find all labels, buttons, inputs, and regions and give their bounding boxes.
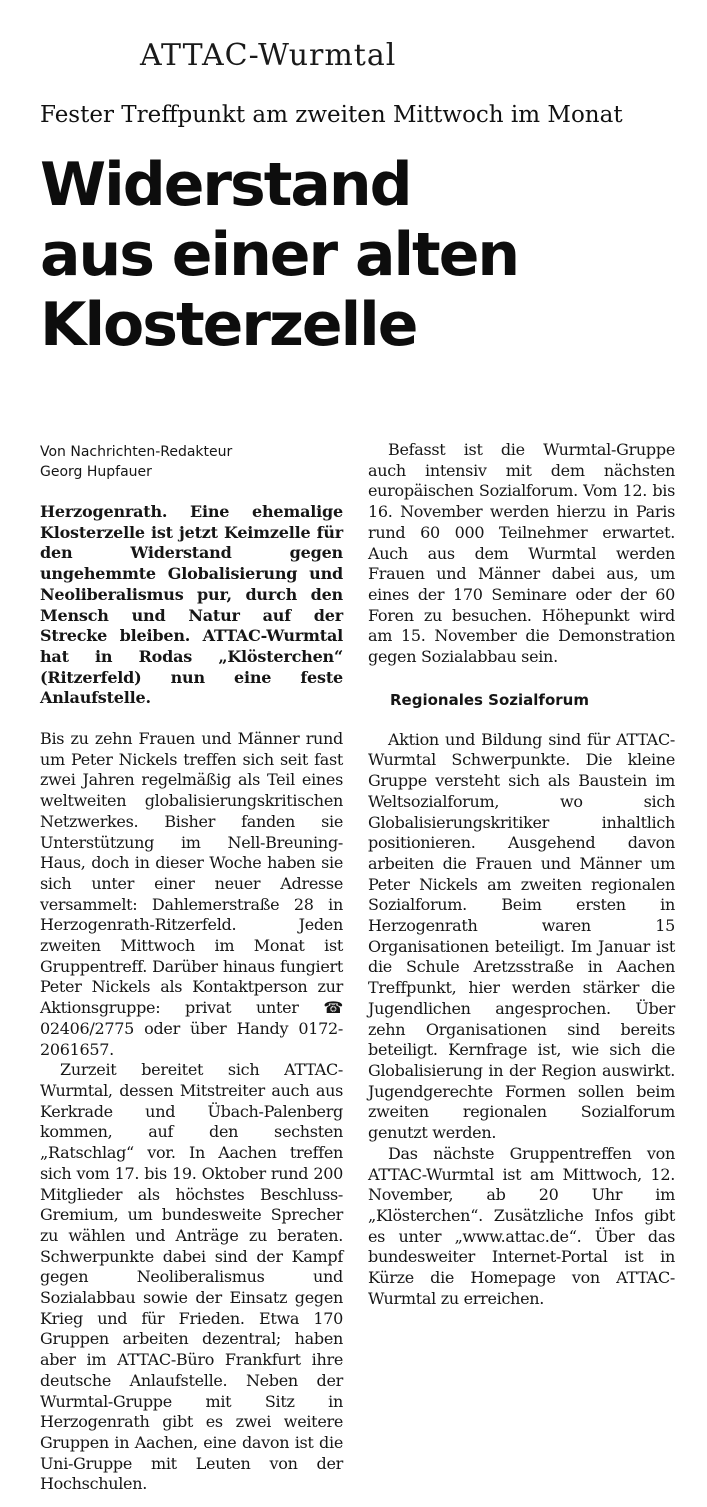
headline-line-3: Klosterzelle — [40, 290, 417, 360]
headline — [40, 150, 680, 360]
byline — [40, 442, 343, 482]
byline-role: Von Nachrichten-Redakteur — [40, 444, 233, 460]
headline-line-1: Widerstand — [40, 150, 411, 220]
body-paragraph-5: Das nächste Gruppentreffen von ATTAC-Wurmtal ist am Mittwoch, 12. November, ab 20 Uhr im „Klösterchen“. Zusätzliche Infos gibt es unter „www.attac.de“. Über das bundesweiter Internet-Portal ist in Kürze die Homepage von ATTAC-Wurmtal zu erreichen. — [368, 1143, 675, 1308]
headline-line-2: aus einer alten — [40, 220, 519, 290]
byline-author: Georg Hupfauer — [40, 464, 152, 480]
body-paragraph-3: Befasst ist die Wurmtal-Gruppe auch intensiv mit dem nächsten europäischen Sozialforum. Vom 12. bis 16. November werden hierzu in Paris rund 60 000 Teilnehmer erwartet. Auch aus dem Wurmtal werden Frauen und Männer dabei aus, um eines der 170 Seminare oder der 60 Foren zu besuchen. Höhepunkt wird am 15. November die Demonstration gegen Sozialabbau sein. — [368, 440, 675, 667]
article-column-right — [368, 440, 675, 1309]
body-paragraph-1: Bis zu zehn Frauen und Männer rund um Peter Nickels treffen sich seit fast zwei Jahren regelmäßig als Teil eines weltweiten globalisierungskritischen Netzwerkes. Bisher fanden sie Unterstützung im Nell-Breuning-Haus, doch in dieser Woche haben sie sich unter einer neuer Adresse versammelt: Dahlemerstraße 28 in Herzogenrath-Ritzerfeld. Jeden zweiten Mittwoch im Monat ist Gruppentreff. Darüber hinaus fungiert Peter Nickels als Kontaktperson zur Aktionsgruppe: privat unter ☎ 02406/2775 oder über Handy 0172-2061657. — [40, 729, 343, 1059]
body-paragraph-2: Zurzeit bereitet sich ATTAC-Wurmtal, dessen Mitstreiter auch aus Kerkrade und Übach-Palenberg kommen, auf den sechsten „Ratschlag“ vor. In Aachen treffen sich vom 17. bis 19. Oktober rund 200 Mitglieder als höchstes Beschluss-Gremium, um bundesweite Sprecher zu wählen und Anträge zu beraten. Schwerpunkte dabei sind der Kampf gegen Neoliberalismus und Sozialabbau sowie der Einsatz gegen Krieg und für Frieden. Etwa 170 Gruppen arbeiten dezentral; haben aber im ATTAC-Büro Frankfurt ihre deutsche Anlaufstelle. Neben der Wurmtal-Gruppe mit Sitz in Herzogenrath gibt es zwei weitere Gruppen in Aachen, eine davon ist die Uni-Gruppe mit Leuten von der Hochschulen. — [40, 1060, 343, 1494]
subheadline: Fester Treffpunkt am zweiten Mittwoch im Monat — [40, 102, 623, 128]
section-header: ATTAC-Wurmtal — [140, 38, 397, 73]
section-subheading: Regionales Sozialforum — [390, 690, 589, 709]
body-paragraph-4: Aktion und Bildung sind für ATTAC-Wurmtal Schwerpunkte. Die kleine Gruppe versteht sich als Baustein im Weltsozialforum, wo sich Globalisierungskritiker inhaltlich positionieren. Ausgehend davon arbeiten die Frauen und Männer um Peter Nickels am zweiten regionalen Sozialforum. Beim ersten in Herzogenrath waren 15 Organisationen beteiligt. Im Januar ist die Schule Aretzsstraße in Aachen Treffpunkt, hier werden stärker die Jugendlichen angesprochen. Über zehn Organisationen sind bereits beteiligt. Kernfrage ist, wie sich die Globalisierung in der Region auswirkt. Jugendgerechte Formen sollen beim zweiten regionalen Sozialforum genutzt werden. — [368, 729, 675, 1143]
article-lede: Herzogenrath. Eine ehemalige Klosterzelle ist jetzt Keimzelle für den Widerstand gegen ungehemmte Globalisierung und Neoliberalismus pur, durch den Mensch und Natur auf der Strecke bleiben. ATTAC-Wurmtal hat in Rodas „Klösterchen“ (Ritzerfeld) nun eine feste Anlaufstelle. — [40, 502, 343, 708]
article-column-left — [40, 440, 343, 1495]
